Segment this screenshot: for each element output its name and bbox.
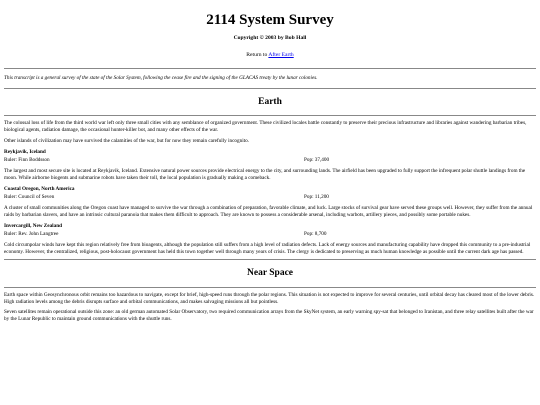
location-name: Reykjavik, Iceland <box>4 149 46 156</box>
divider <box>4 68 536 69</box>
location-entry <box>4 186 536 218</box>
return-prefix: Return to <box>246 51 269 58</box>
intro-text: This transcript is a general survey of the state of the Solar System, following the cease fire and the signing of the GLACAS treaty by the lunar colonies. <box>4 75 318 82</box>
location-ruler: Ruler: Council of Seven <box>4 194 55 201</box>
location-ruler: Ruler: Rev. John Langtree <box>4 231 59 238</box>
divider <box>4 88 536 89</box>
divider <box>4 259 536 260</box>
page-title: 2114 System Survey <box>206 12 334 28</box>
location-meta <box>4 231 536 238</box>
location-entry <box>4 223 536 255</box>
divider <box>4 115 536 116</box>
divider <box>4 287 536 288</box>
return-line <box>4 52 536 59</box>
near-space-paragraph-2: Seven satellites remain operational outside this zone: an old german automated Solar Observatory, two required communication arrays from the SkyNet system, an early warning spy-sat that belonged to Iranistan, and three relay satellites built after the war by the Lunar Republic to maintain ground communications with the shuttle runs. <box>4 309 534 323</box>
copyright-line: Copyright © 2003 by Bob Hall <box>233 34 307 41</box>
location-name: Invercargill, New Zealand <box>4 223 62 230</box>
location-population: Pop: 11,200 <box>304 194 329 201</box>
after-earth-link[interactable]: After Earth <box>268 51 294 58</box>
section-heading-near-space: Near Space <box>247 268 293 279</box>
earth-paragraph-2: Other islands of civilization may have survived the calamities of the war, but for now they remain carefully incognito. <box>4 137 249 144</box>
location-population: Pop: 37,400 <box>304 157 330 164</box>
location-description: Cold circumpolar winds have kept this region relatively free from bioagents, although the population still suffers from a high level of radiation defects. Lack of energy sources and manufacturing capability have dropped this community to a pre-industrial economy. However, the centralized, religious, post-holocaust government has held this town together well through many years of crisis. The clergy is dedicated to preserving as much human knowledge as possible until the current dark age has passed. <box>4 241 531 255</box>
location-meta <box>4 157 536 164</box>
section-heading-earth: Earth <box>258 96 282 107</box>
location-description: The largest and most secure site is located at Reykjavik, Iceland. Extensive natural power sources provide electrical energy to the city, and surrounding lands. The airfield has been upgraded to fully support the infrequent polar shuttle landings from the moon. While airborne biogents and submarine robots have taken their toll, the local population is gradually making a comeback. <box>4 167 526 181</box>
location-population: Pop: 8,700 <box>304 231 327 238</box>
earth-paragraph-1: The colossal loss of life from the third world war left only three small cities with any semblance of organized government. These civilized locales battle constantly to preserve their precious infrastructure and libraries against wandering barbarian tribes, biological agents, radiation damage, the occasional hunter-killer bot, and many other effects of the war. <box>4 120 527 133</box>
location-meta <box>4 194 536 201</box>
location-name: Coastal Oregon, North America <box>4 186 75 193</box>
location-description: A cluster of small communities along the Oregon coast have managed to survive the war through a combination of preparation, favorable climate, and luck. Large stocks of survival gear have served these groups well. However, they suffer from the annual raids by barbarian slavers, and have an intrinsic cultural paranoia that makes them difficult to approach. They are known to possess a considerable arsenal, including warbots, artillery pieces, and possibly some portable nukes. <box>4 204 533 218</box>
near-space-paragraph-1: Earth space within Geosynchronous orbit remains too hazardous to navigate, except for brief, high-speed runs through the polar regions. This situation is not expected to improve for several centuries, until orbital decay has cleared most of the lower debris. High radiation levels among the debris disrupts surface and orbital communications, and makes salvaging missions all but pointless. <box>4 291 535 305</box>
location-ruler: Ruler: Finn Boddsson <box>4 157 50 164</box>
location-entry <box>4 149 536 181</box>
